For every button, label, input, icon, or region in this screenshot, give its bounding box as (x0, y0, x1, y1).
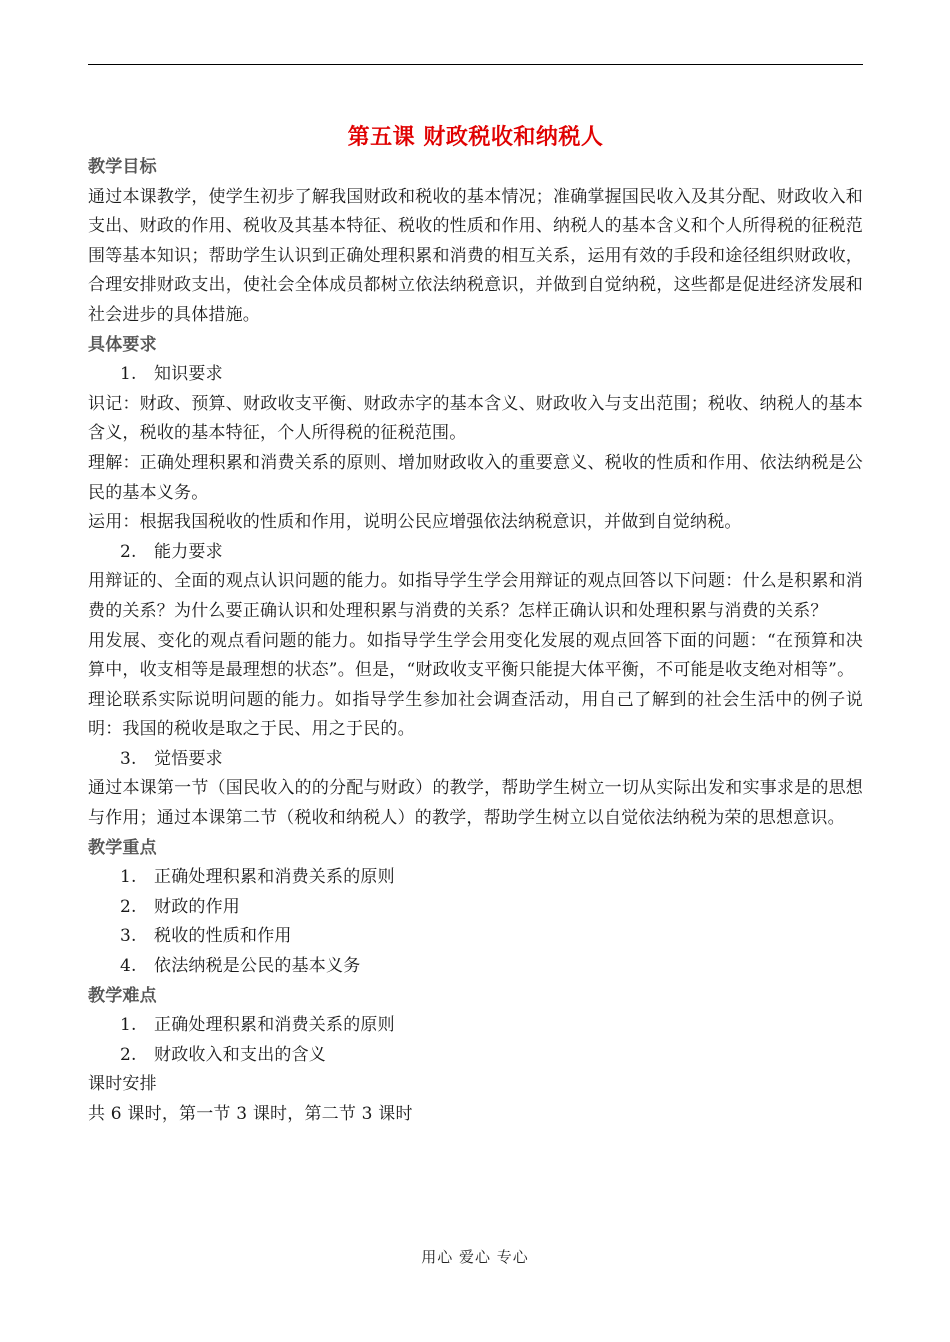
goals-paragraph: 通过本课教学，使学生初步了解我国财政和税收的基本情况；准确掌握国民收入及其分配、财政收入和支出、财政的作用、税收及其基本特征、税收的性质和作用、纳税人的基本含义和个人所得税的征税范围等基本知识；帮助学生认识到正确处理积累和消费的相互关系，运用有效的手段和途径组织财政收，合理安排财政支出，使社会全体成员都树立依法纳税意识，并做到自觉纳税，这些都是促进经济发展和社会进步的具体措施。 (88, 186, 863, 325)
item-number: 2. (120, 896, 137, 917)
difficulty-item (88, 1011, 863, 1041)
item-text: 正确处理积累和消费关系的原则 (154, 867, 395, 888)
item-text: 财政的作用 (154, 896, 240, 917)
item-number: 3. (120, 748, 137, 769)
schedule-heading: 课时安排 (88, 1074, 157, 1095)
recall-paragraph: 识记：财政、预算、财政收支平衡、财政赤字的基本含义、财政收入与支出范围；税收、纳税人的基本含义，税收的基本特征，个人所得税的征税范围。 (88, 393, 863, 444)
item-label: 知识要求 (154, 364, 223, 385)
item-number: 1. (120, 364, 137, 385)
item-number: 4. (120, 956, 137, 977)
item-label: 觉悟要求 (154, 748, 223, 769)
knowledge-requirement-item (88, 360, 863, 390)
page-title: 第五课 财政税收和纳税人 (347, 124, 604, 150)
key-points-heading: 教学重点 (88, 837, 157, 858)
item-number: 1. (120, 867, 137, 888)
apply-paragraph: 运用：根据我国税收的性质和作用，说明公民应增强依法纳税意识，并做到自觉纳税。 (88, 512, 742, 533)
item-label: 能力要求 (154, 541, 223, 562)
ability-paragraph-1: 用辩证的、全面的观点认识问题的能力。如指导学生学会用辩证的观点回答以下问题：什么是积累和消费的关系？为什么要正确认识和处理积累与消费的关系？怎样正确认识和处理积累与消费的关系？ (88, 571, 863, 621)
item-text: 正确处理积累和消费关系的原则 (154, 1015, 395, 1036)
awareness-requirement-item (88, 745, 863, 775)
difficulty-item (88, 1041, 863, 1071)
item-number: 2. (120, 1044, 137, 1065)
header-rule (88, 64, 863, 65)
difficulties-heading: 教学难点 (88, 985, 157, 1006)
key-point-item (88, 893, 863, 923)
awareness-paragraph: 通过本课第一节（国民收入的的分配与财政）的教学，帮助学生树立一切从实际出发和实事求是的思想与作用；通过本课第二节（税收和纳税人）的教学，帮助学生树立以自觉依法纳税为荣的思想意识。 (88, 778, 863, 829)
document-body (88, 153, 863, 1130)
footer-motto: 用心 爱心 专心 (421, 1248, 529, 1266)
key-point-item (88, 922, 863, 952)
key-point-item (88, 952, 863, 982)
item-number: 1. (120, 1015, 137, 1036)
ability-requirement-item (88, 538, 863, 568)
ability-paragraph-3: 理论联系实际说明问题的能力。如指导学生参加社会调查活动，用自己了解到的社会生活中的例子说明：我国的税收是取之于民、用之于民的。 (88, 689, 863, 740)
ability-paragraph-2: 用发展、变化的观点看问题的能力。如指导学生学会用变化发展的观点回答下面的问题：“在预算和决算中，收支相等是最理想的状态”。但是，“财政收支平衡只能提大体平衡，不可能是收支绝对相等”。 (88, 630, 863, 681)
item-number: 3. (120, 926, 137, 947)
item-text: 财政收入和支出的含义 (154, 1044, 326, 1065)
schedule-paragraph: 共 6 课时，第一节 3 课时，第二节 3 课时 (88, 1104, 413, 1124)
item-text: 税收的性质和作用 (154, 926, 292, 947)
goals-heading: 教学目标 (88, 157, 157, 177)
item-number: 2. (120, 541, 137, 562)
understand-paragraph: 理解：正确处理积累和消费关系的原则、增加财政收入的重要意义、税收的性质和作用、依法纳税是公民的基本义务。 (88, 452, 863, 503)
key-point-item (88, 863, 863, 893)
item-text: 依法纳税是公民的基本义务 (154, 956, 361, 977)
requirements-heading: 具体要求 (88, 334, 157, 355)
